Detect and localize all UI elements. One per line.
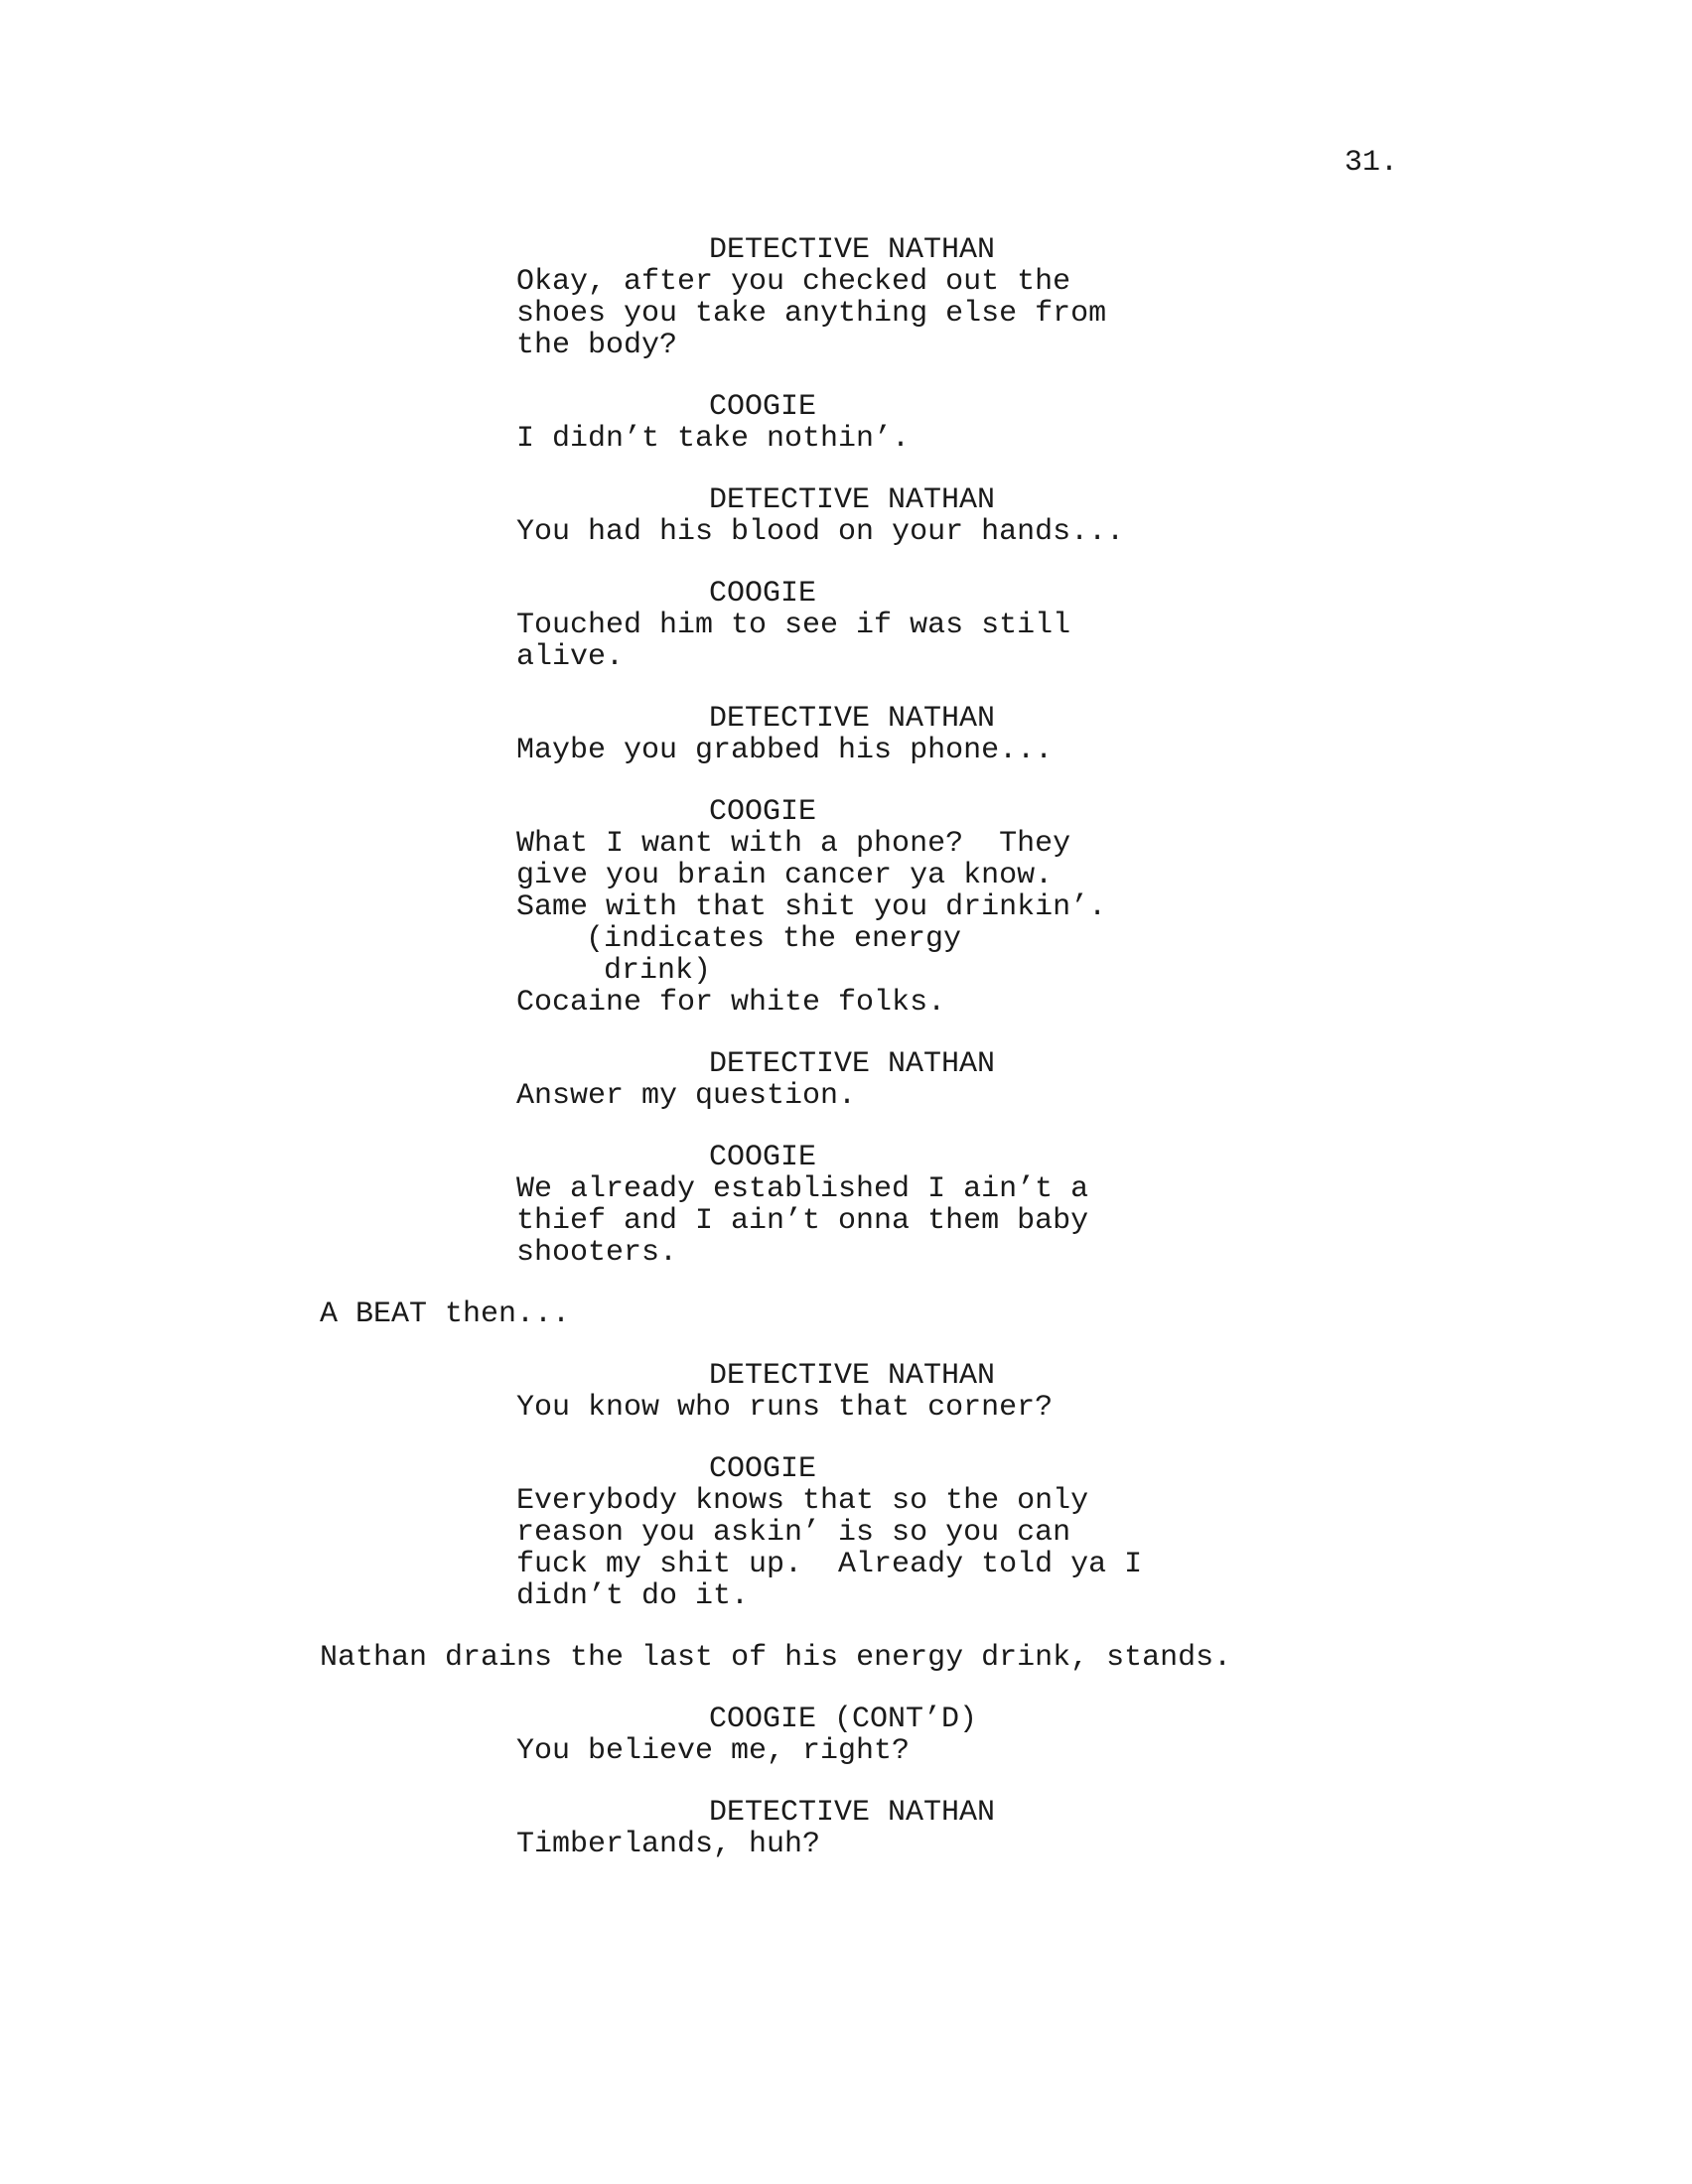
- character-name: DETECTIVE NATHAN: [709, 233, 996, 267]
- dialogue-line: Timberlands, huh?: [516, 1828, 821, 1861]
- dialogue-line: alive.: [516, 640, 625, 674]
- dialogue-line: Same with that shit you drinkin’.: [516, 890, 1107, 924]
- dialogue-line: give you brain cancer ya know.: [516, 859, 1054, 892]
- dialogue-line: the body?: [516, 329, 678, 362]
- parenthetical-line: drink): [586, 954, 712, 988]
- dialogue-line: Cocaine for white folks.: [516, 986, 946, 1020]
- parenthetical-line: (indicates the energy: [586, 922, 962, 956]
- action-line: A BEAT then...: [320, 1297, 571, 1331]
- dialogue-line: reason you askin’ is so you can: [516, 1516, 1071, 1550]
- character-name: DETECTIVE NATHAN: [709, 1359, 996, 1393]
- dialogue-line: didn’t do it.: [516, 1579, 750, 1613]
- dialogue-line: Answer my question.: [516, 1079, 857, 1113]
- character-name: COOGIE: [709, 390, 817, 424]
- character-name: COOGIE: [709, 795, 817, 829]
- character-name: DETECTIVE NATHAN: [709, 1047, 996, 1081]
- character-name: COOGIE: [709, 577, 817, 611]
- character-name: DETECTIVE NATHAN: [709, 1796, 996, 1830]
- character-name: DETECTIVE NATHAN: [709, 702, 996, 736]
- page-number: 31.: [1344, 146, 1399, 180]
- dialogue-line: I didn’t take nothin’.: [516, 422, 911, 456]
- action-line: Nathan drains the last of his energy drink, stands.: [320, 1641, 1232, 1675]
- dialogue-line: You know who runs that corner?: [516, 1391, 1054, 1425]
- dialogue-line: Everybody knows that so the only: [516, 1484, 1089, 1518]
- character-name: COOGIE: [709, 1141, 817, 1174]
- dialogue-line: What I want with a phone? They: [516, 827, 1071, 861]
- dialogue-line: We already established I ain’t a: [516, 1172, 1089, 1206]
- dialogue-line: fuck my shit up. Already told ya I: [516, 1548, 1143, 1581]
- character-name: DETECTIVE NATHAN: [709, 483, 996, 517]
- dialogue-line: shoes you take anything else from: [516, 297, 1107, 331]
- dialogue-line: You had his blood on your hands...: [516, 515, 1125, 549]
- character-name: COOGIE (CONT’D): [709, 1703, 978, 1736]
- character-name: COOGIE: [709, 1452, 817, 1486]
- dialogue-line: Maybe you grabbed his phone...: [516, 734, 1054, 767]
- dialogue-line: Okay, after you checked out the: [516, 265, 1071, 299]
- dialogue-line: You believe me, right?: [516, 1734, 911, 1768]
- dialogue-line: shooters.: [516, 1236, 678, 1270]
- dialogue-line: thief and I ain’t onna them baby: [516, 1204, 1089, 1238]
- dialogue-line: Touched him to see if was still: [516, 609, 1071, 642]
